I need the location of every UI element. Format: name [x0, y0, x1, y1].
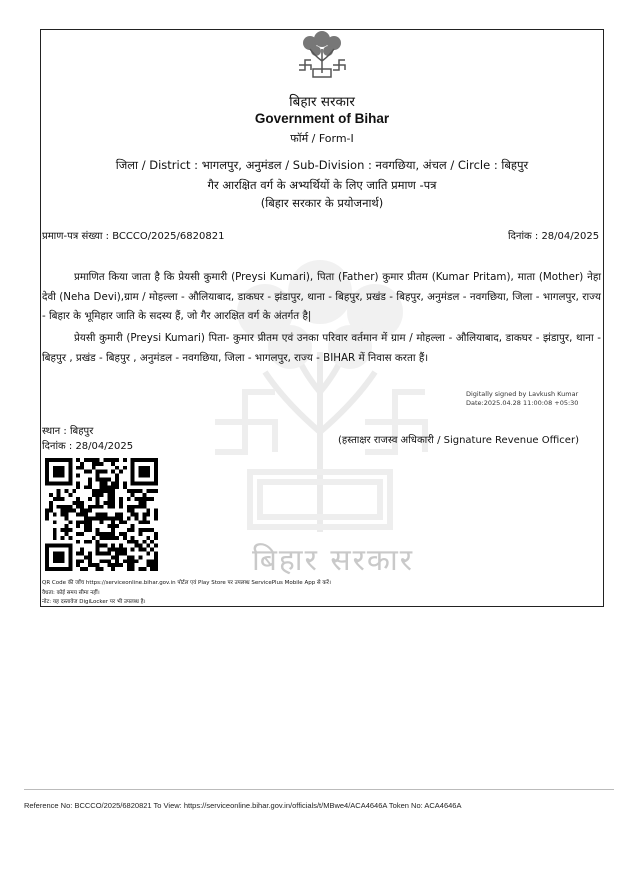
district-line: जिला / District : भागलपुर, अनुमंडल / Sub-Division : नवगछिया, अंचल / Circle : बिहपुर	[115, 158, 529, 172]
digital-signature-line2: Date:2025.04.28 11:00:08 +05:30	[466, 399, 579, 407]
digital-signature	[466, 390, 578, 408]
certificate-number: प्रमाण-पत्र संख्या : BCCCO/2025/6820821	[42, 231, 225, 242]
date-bottom: दिनांक : 28/04/2025	[42, 441, 134, 452]
certification-paragraph: प्रमाणित किया जाता है कि प्रेयसी कुमारी (Preysi Kumari), पिता (Father) कुमार प्रीतम (Kumar Pritam), माता (Mother) नेहा देवी (Neha Devi),ग्राम / मोहल्ला - औलियाबाद, डाकघर - झंडापुर, थाना - बिहपुर, प्रखंड - बिहपुर, अनुमंडल - नवगछिया, जिला - भागलपुर, राज्य - बिहार के भूमिहार जाति के सदस्य हैं, जो गैर आरक्षित वर्ग के अंतर्गत है|	[42, 271, 601, 322]
place: स्थान : बिहपुर	[42, 426, 94, 437]
validity-note: वैधता: कोई समय सीमा नहीं।	[42, 590, 100, 596]
header-english-title: Government of Bihar	[254, 111, 390, 126]
bihar-emblem-logo	[296, 31, 348, 81]
footer-divider	[24, 789, 614, 790]
form-label: फॉर्म / Form-I	[290, 132, 354, 145]
residence-paragraph: प्रेयसी कुमारी (Preysi Kumari) पिता- कुमार प्रीतम एवं उनका परिवार वर्तमान में ग्राम / मोहल्ला - औलियाबाद, डाकघर - झंडापुर, थाना - बिहपुर , प्रखंड - बिहपुर , अनुमंडल - नवगछिया, जिला - भागलपुर, राज्य - BIHAR में निवास करता हैं।	[42, 332, 601, 364]
qr-verify-note: QR Code की जाँच https://serviceonline.bihar.gov.in पोर्टल एवं Play Store पर उपलब्ध ServicePlus Mobile App से करें।	[42, 580, 331, 586]
signature-label: (हस्ताक्षर राजस्व अधिकारी / Signature Revenue Officer)	[338, 435, 579, 446]
digital-signature-line1: Digitally signed by Lavkush Kumar	[466, 390, 579, 398]
certificate-title: गैर आरक्षित वर्ग के अभ्यर्थियों के लिए जाति प्रमाण -पत्र	[207, 178, 437, 192]
digilocker-note: नोट: यह दस्तावेज DigiLocker पर भी उपलब्ध है।	[42, 599, 146, 605]
issue-date: दिनांक : 28/04/2025	[508, 231, 600, 242]
certificate-subtitle: (बिहार सरकार के प्रयोजनार्थ)	[260, 196, 384, 210]
reference-footer[interactable]: Reference No: BCCCO/2025/6820821 To View: https://serviceonline.bihar.gov.in/officials/t/MBwe4/ACA4646A Token No: ACA4646A	[24, 801, 462, 810]
header-hindi-title: बिहार सरकार	[289, 94, 355, 110]
qr-code[interactable]	[45, 458, 158, 571]
watermark-text: बिहार सरकार	[251, 543, 415, 578]
